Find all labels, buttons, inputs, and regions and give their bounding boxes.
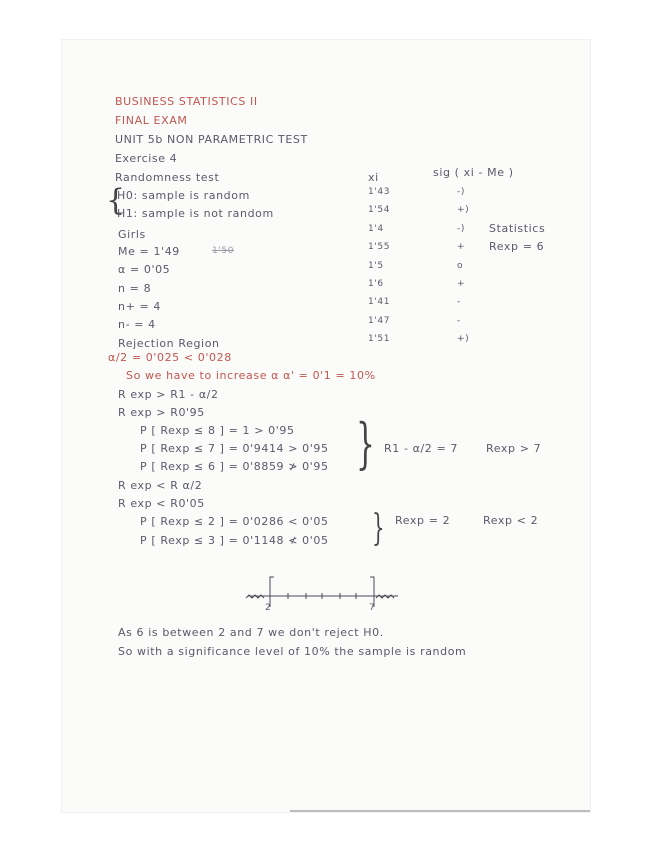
- exercise-title: Exercise 4: [115, 152, 178, 165]
- unit-title: UNIT 5b NON PARAMETRIC TEST: [115, 133, 308, 146]
- rejection-region-label: Rejection Region: [118, 337, 220, 350]
- table-cell-x: 1'55: [368, 242, 391, 252]
- test-name: Randomness test: [115, 171, 220, 184]
- table-cell-sign: -: [457, 297, 461, 307]
- prob-le-6: P [ Rexp ≤ 6 ] = 0'8859 ≯ 0'95: [140, 460, 329, 473]
- table-cell-x: 1'47: [368, 316, 391, 326]
- number-line-left-label: 2: [265, 603, 272, 613]
- n-plus: n+ = 4: [118, 300, 161, 313]
- prob-le-8: P [ Rexp ≤ 8 ] = 1 > 0'95: [140, 424, 295, 437]
- increase-alpha-note: So we have to increase α α' = 0'1 = 10%: [126, 369, 376, 382]
- lower-conclusion: Rexp < 2: [483, 514, 539, 527]
- statistics-value: Rexp = 6: [489, 240, 545, 253]
- lower-brace: }: [372, 508, 385, 549]
- n-minus: n- = 4: [118, 318, 156, 331]
- table-cell-x: 1'41: [368, 297, 391, 307]
- upper-rule: R exp > R1 - α/2: [118, 388, 219, 401]
- table-cell-sign: +: [457, 242, 466, 252]
- table-cell-sign: +): [457, 334, 470, 344]
- median-value: Me = 1'49: [118, 245, 180, 258]
- conclusion-line-1: As 6 is between 2 and 7 we don't reject H0.: [118, 626, 384, 639]
- table-cell-x: 1'51: [368, 334, 391, 344]
- conclusion-line-2: So with a significance level of 10% the sample is random: [118, 645, 467, 658]
- alternative-hypothesis: H1: sample is not random: [117, 207, 274, 220]
- alpha-value: α = 0'05: [118, 263, 171, 276]
- upper-conclusion: Rexp > 7: [486, 442, 542, 455]
- table-cell-sign: -): [457, 187, 465, 197]
- null-hypothesis: H0: sample is random: [117, 189, 250, 202]
- statistics-label: Statistics: [489, 222, 546, 235]
- prob-le-2: P [ Rexp ≤ 2 ] = 0'0286 < 0'05: [140, 515, 329, 528]
- table-cell-sign: o: [457, 261, 464, 271]
- course-title: BUSINESS STATISTICS II: [115, 95, 258, 108]
- table-cell-x: 1'43: [368, 187, 391, 197]
- alpha-check: α/2 = 0'025 < 0'028: [108, 351, 232, 364]
- column-sign: sig ( xi - Me ): [433, 166, 514, 179]
- sample-size: n = 8: [118, 282, 152, 295]
- table-cell-x: 1'4: [368, 224, 384, 234]
- median-struck: 1'50: [212, 246, 235, 256]
- prob-le-3: P [ Rexp ≤ 3 ] = 0'1148 ≮ 0'05: [140, 534, 329, 547]
- table-cell-x: 1'5: [368, 261, 384, 271]
- lower-rule: R exp < R α/2: [118, 479, 203, 492]
- hypothesis-brace: {: [106, 183, 126, 218]
- table-cell-sign: +: [457, 279, 466, 289]
- table-cell-x: 1'6: [368, 279, 384, 289]
- upper-brace: }: [356, 412, 375, 475]
- lower-critical: Rexp = 2: [395, 514, 451, 527]
- column-xi: xi: [368, 171, 379, 184]
- upper-critical: R1 - α/2 = 7: [384, 442, 458, 455]
- table-cell-sign: +): [457, 205, 470, 215]
- table-cell-sign: -): [457, 224, 465, 234]
- prob-le-7: P [ Rexp ≤ 7 ] = 0'9414 > 0'95: [140, 442, 329, 455]
- exam-title: FINAL EXAM: [115, 114, 188, 127]
- upper-rule-quantile: R exp > R0'95: [118, 406, 205, 419]
- number-line-right-label: 7: [369, 603, 376, 613]
- table-cell-sign: -: [457, 316, 461, 326]
- lower-rule-quantile: R exp < R0'05: [118, 497, 205, 510]
- table-cell-x: 1'54: [368, 205, 391, 215]
- group-label: Girls: [118, 228, 146, 241]
